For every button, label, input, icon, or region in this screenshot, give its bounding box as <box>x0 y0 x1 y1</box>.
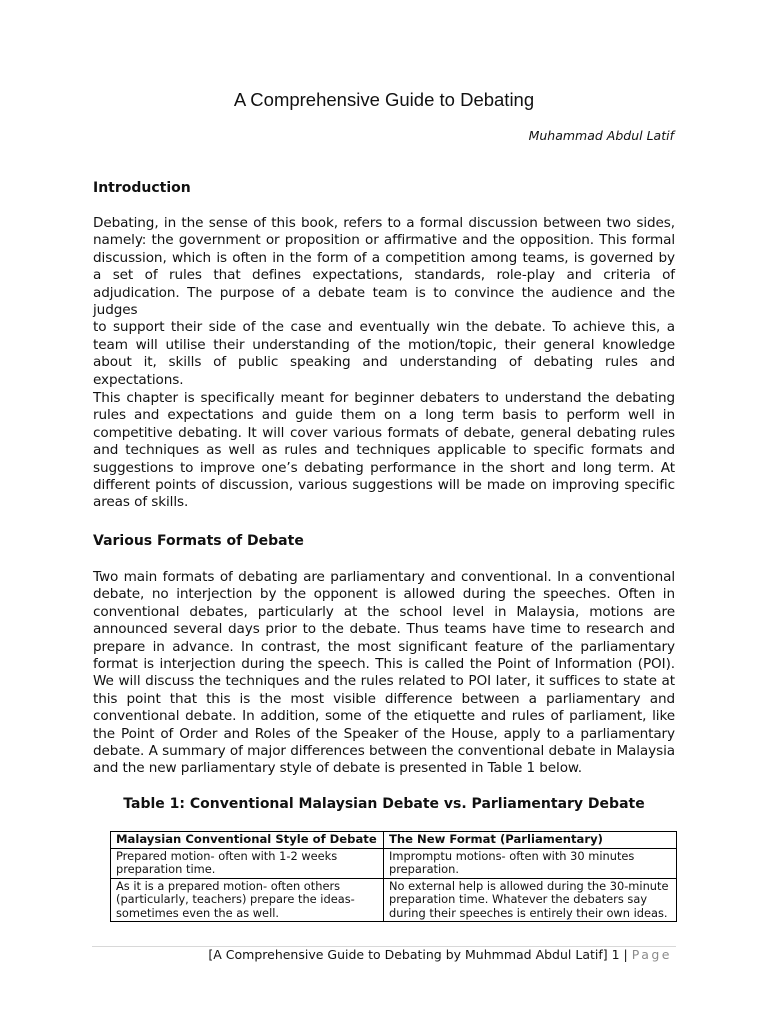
paragraph-line: format is interjection during the speech. This is called the Point of Information (POI). <box>93 656 675 673</box>
table-header-cell: The New Format (Parliamentary) <box>384 832 677 849</box>
paragraph-line: and techniques as well as rules and techniques applicable to specific formats and <box>93 442 675 459</box>
table-cell-line: Prepared motion- often with 1-2 weeks <box>116 848 338 863</box>
paragraph-line: conventional debates, particularly at the school level in Malaysia, motions are <box>93 603 675 620</box>
intro-heading: Introduction <box>93 180 191 196</box>
intro-paragraph-1 <box>93 215 675 389</box>
paragraph-line: to support their side of the case and eventually win the debate. To achieve this, a <box>93 319 675 336</box>
footer-text: [A Comprehensive Guide to Debating by Muhmmad Abdul Latif] 1 | <box>208 947 628 962</box>
paragraph-line: This chapter is specifically meant for beginner debaters to understand the debating <box>93 390 675 406</box>
paragraph-line: a set of rules that defines expectations, standards, role-play and criteria of <box>93 267 675 284</box>
document-title: A Comprehensive Guide to Debating <box>233 89 535 110</box>
page-footer <box>208 947 672 962</box>
paragraph-line: about it, skills of public speaking and understanding of debating rules and <box>93 354 675 371</box>
paragraph-line: and the new parliamentary style of debate is presented in Table 1 below. <box>93 760 582 777</box>
paragraph-line: competitive debating. It will cover various formats of debate, general debating rules <box>93 424 675 441</box>
table-caption: Table 1: Conventional Malaysian Debate vs. Parliamentary Debate <box>123 796 645 812</box>
paragraph-line: team will utilise their understanding of the motion/topic, their general knowledge <box>93 336 675 353</box>
table-cell-line: No external help is allowed during the 30-minute <box>389 878 669 893</box>
comparison-table <box>110 831 677 922</box>
table-cell-line: preparation time. Whatever the debaters say <box>389 892 648 906</box>
paragraph-line: namely: the government or proposition or affirmative and the opposition. This formal <box>93 232 675 249</box>
paragraph-line: prepare in advance. In contrast, the most significant feature of the parliamentary <box>93 638 675 655</box>
table-cell-line: preparation. <box>389 862 459 876</box>
formats-paragraph-1 <box>93 569 675 778</box>
table-row <box>111 878 677 922</box>
paragraph-line: expectations. <box>93 371 184 388</box>
paragraph-line: areas of skills. <box>93 494 189 511</box>
paragraph-line: this point that this is the most visible difference between a parliamentary and <box>93 690 675 707</box>
paragraph-line: adjudication. The purpose of a debate team is to convince the audience and the judges <box>93 284 675 319</box>
paragraph-line: discussion, which is often in the form of a competition among teams, is governed by <box>93 249 675 266</box>
paragraph-line: conventional debate. In addition, some of the etiquette and rules of parliament, like <box>93 708 675 725</box>
paragraph-line: announced several days prior to the debate. Thus teams have time to research and <box>93 621 675 638</box>
formats-heading: Various Formats of Debate <box>93 533 304 549</box>
table-cell-line: (particularly, teachers) prepare the ideas- <box>116 892 355 906</box>
table-cell <box>384 848 677 878</box>
footer-page-label: Page <box>631 947 672 962</box>
paragraph-line: Two main formats of debating are parliamentary and conventional. In a conventional <box>93 569 675 585</box>
table-header-row <box>111 832 677 849</box>
paragraph-line: rules and expectations and guide them on a long term basis to perform well in <box>93 407 675 424</box>
author-name: Muhammad Abdul Latif <box>528 128 674 143</box>
intro-paragraph-2 <box>93 390 675 512</box>
table-row <box>111 848 677 878</box>
table-cell-line: sometimes even the as well. <box>116 905 280 920</box>
paragraph-line: suggestions to improve one’s debating performance in the short and long term. At <box>93 459 675 476</box>
table-cell <box>111 878 384 922</box>
table-cell-line: As it is a prepared motion- often others <box>116 878 341 893</box>
table-cell <box>111 848 384 878</box>
table-cell-line: during their speeches is entirely their own ideas. <box>389 905 668 920</box>
paragraph-line: We will discuss the techniques and the rules related to POI later, it suffices to state at <box>93 673 675 690</box>
table-cell-line: Impromptu motions- often with 30 minutes <box>389 848 635 863</box>
paragraph-line: the Point of Order and Roles of the Speaker of the House, apply to a parliamentary <box>93 725 675 742</box>
table-cell-line: preparation time. <box>116 862 216 876</box>
table-header-cell: Malaysian Conventional Style of Debate <box>111 832 384 849</box>
paragraph-line: debate. A summary of major differences between the conventional debate in Malaysia <box>93 743 675 760</box>
paragraph-line: different points of discussion, various suggestions will be made on improving specific <box>93 477 675 494</box>
paragraph-line: debate, no interjection by the opponent is allowed during the speeches. Often in <box>93 586 675 603</box>
paragraph-line: Debating, in the sense of this book, refers to a formal discussion between two sides, <box>93 215 675 231</box>
table-cell <box>384 878 677 922</box>
